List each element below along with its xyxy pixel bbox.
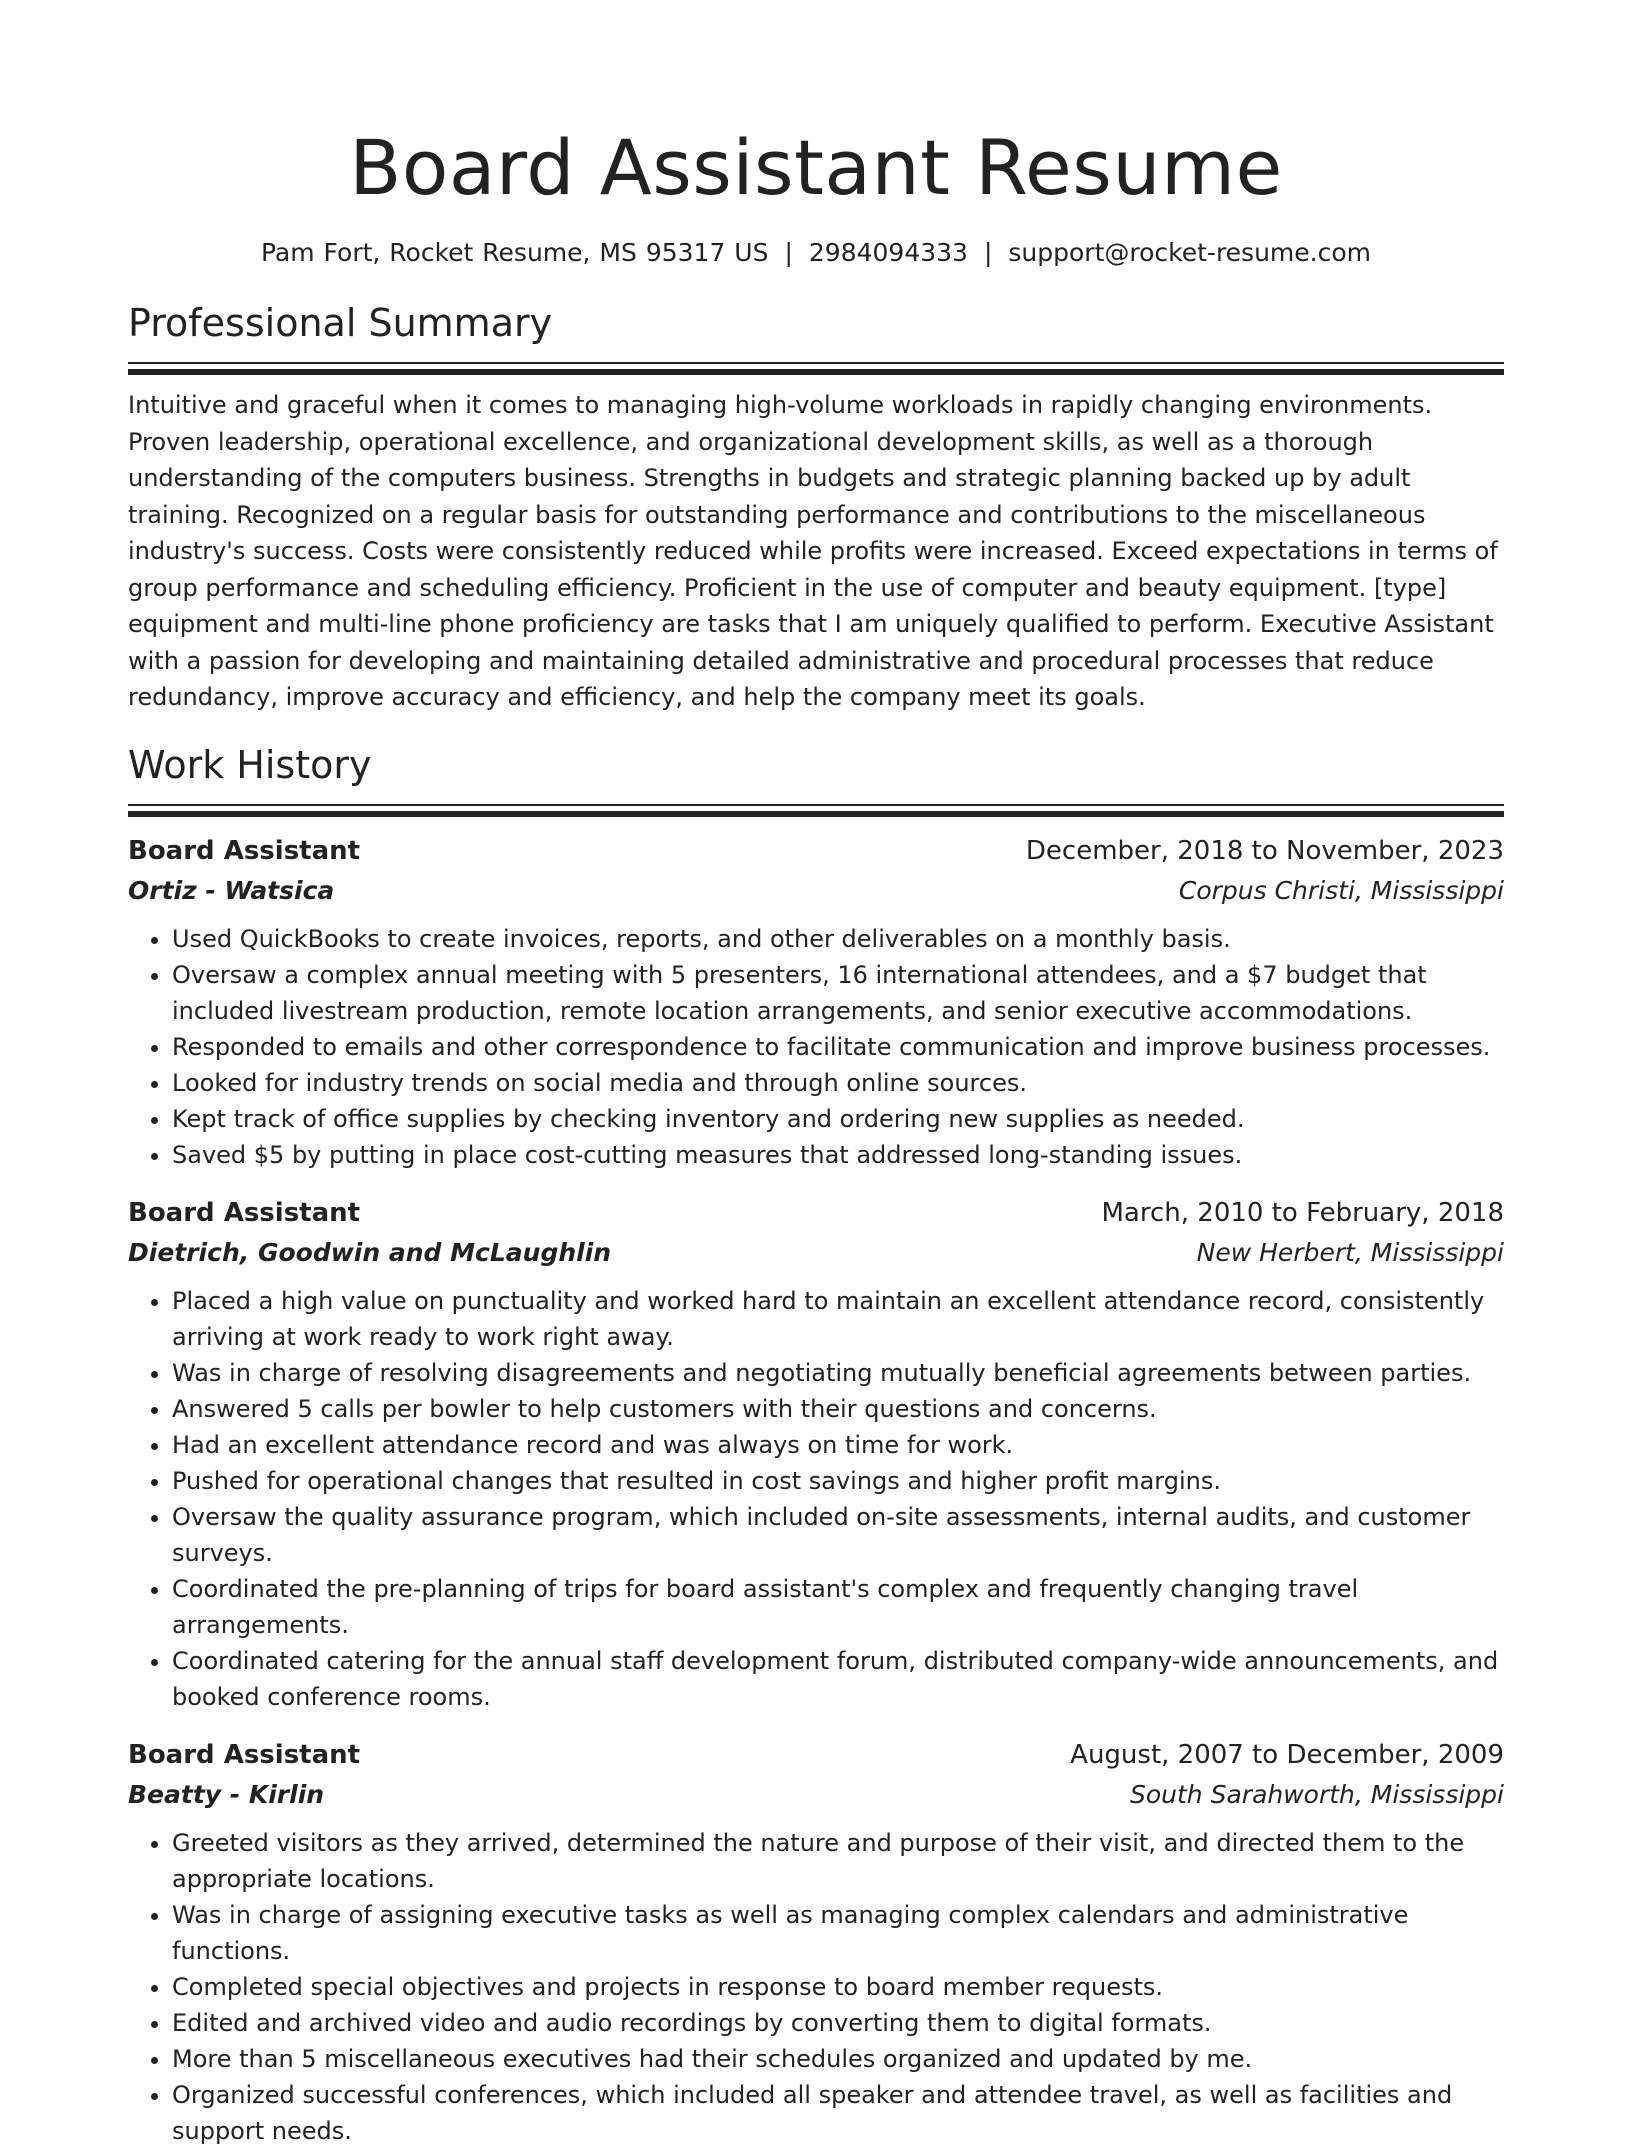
job-subheader <box>128 871 1504 911</box>
summary-text: Intuitive and graceful when it comes to managing high-volume workloads in rapidly changing environments. Proven leadership, operational excellence, and organizational development skills, as well as a thorough understanding of the computers business. Strengths in budgets and strategic planning backed up by adult training. Recognized on a regular basis for outstanding performance and contributions to the miscellaneous industry's success. Costs were consistently reduced while profits were increased. Exceed expectations in terms of group performance and scheduling efficiency. Proficient in the use of computer and beauty equipment. [type] equipment and multi-line phone proficiency are tasks that I am uniquely qualified to perform. Executive Assistant with a passion for developing and maintaining detailed administrative and procedural processes that reduce redundancy, improve accuracy and efficiency, and help the company meet its goals. <box>128 391 1498 711</box>
job-bullets <box>128 921 1504 1173</box>
job-title: Board Assistant <box>128 1197 361 1228</box>
job-bullet: • Coordinated the pre-planning of trips for board assistant's complex and frequently changing travel arrangements. <box>172 1571 1504 1643</box>
job-bullet: • Saved $5 by putting in place cost-cutting measures that addressed long-standing issues. <box>172 1137 1504 1173</box>
job-bullet: • More than 5 miscellaneous executives had their schedules organized and updated by me. <box>172 2041 1504 2077</box>
job-header <box>128 1193 1504 1233</box>
job-bullet: • Organized successful conferences, which included all speaker and attendee travel, as well as facilities and support needs. <box>172 2077 1504 2149</box>
job-bullets <box>128 1825 1504 2149</box>
section-divider <box>128 804 1504 817</box>
job-bullet: • Answered 5 calls per bowler to help customers with their questions and concerns. <box>172 1391 1504 1427</box>
section-divider <box>128 362 1504 375</box>
job-header <box>128 831 1504 871</box>
job-entry <box>128 1735 1504 2149</box>
job-bullet: • Had an excellent attendance record and was always on time for work. <box>172 1427 1504 1463</box>
job-bullet: • Looked for industry trends on social media and through online sources. <box>172 1065 1504 1101</box>
contact-separator: | <box>784 238 793 267</box>
job-location: Corpus Christi, Mississippi <box>1178 875 1504 905</box>
job-bullet: • Coordinated catering for the annual staff development forum, distributed company-wide announcements, and booked conference rooms. <box>172 1643 1504 1715</box>
contact-line <box>128 236 1504 270</box>
job-company: Beatty - Kirlin <box>128 1779 325 1809</box>
job-company: Dietrich, Goodwin and McLaughlin <box>128 1237 612 1267</box>
summary-section <box>128 298 1504 716</box>
section-heading-work-history: Work History <box>128 742 372 787</box>
contact-phone[interactable]: 2984094333 <box>808 238 968 267</box>
job-entry <box>128 1193 1504 1715</box>
job-bullet: • Oversaw the quality assurance program, which included on-site assessments, internal audits, and customer surveys. <box>172 1499 1504 1571</box>
job-bullet: • Kept track of office supplies by checking inventory and ordering new supplies as needed. <box>172 1101 1504 1137</box>
resume-title: Board Assistant Resume <box>349 123 1283 212</box>
job-location: South Sarahworth, Mississippi <box>1130 1779 1504 1809</box>
job-bullet: • Was in charge of resolving disagreements and negotiating mutually beneficial agreements between parties. <box>172 1355 1504 1391</box>
job-bullet: • Oversaw a complex annual meeting with 5 presenters, 16 international attendees, and a $7 budget that included livestream production, remote location arrangements, and senior executive accommodations. <box>172 957 1504 1029</box>
job-subheader <box>128 1775 1504 1815</box>
job-bullet: • Used QuickBooks to create invoices, reports, and other deliverables on a monthly basis. <box>172 921 1504 957</box>
contact-separator: | <box>983 238 993 267</box>
job-entry <box>128 831 1504 1173</box>
contact-email[interactable]: support@rocket-resume.com <box>1008 238 1372 267</box>
job-bullet: • Completed special objectives and projects in response to board member requests. <box>172 1969 1504 2005</box>
job-bullets <box>128 1283 1504 1715</box>
job-bullet: • Greeted visitors as they arrived, determined the nature and purpose of their visit, and directed them to the appropriate locations. <box>172 1825 1504 1897</box>
section-heading-summary: Professional Summary <box>128 301 553 345</box>
job-bullet: • Edited and archived video and audio recordings by converting them to digital formats. <box>172 2005 1504 2041</box>
job-bullet: • Was in charge of assigning executive tasks as well as managing complex calendars and administrative functions. <box>172 1897 1504 1969</box>
resume-content <box>128 118 1504 2149</box>
job-dates: August, 2007 to December, 2009 <box>1070 1739 1504 1770</box>
job-dates: March, 2010 to February, 2018 <box>1101 1197 1504 1228</box>
job-dates: December, 2018 to November, 2023 <box>1025 835 1504 866</box>
job-bullet: • Placed a high value on punctuality and worked hard to maintain an excellent attendance record, consistently arriving at work ready to work right away. <box>172 1283 1504 1355</box>
job-bullet: • Pushed for operational changes that resulted in cost savings and higher profit margins. <box>172 1463 1504 1499</box>
job-title: Board Assistant <box>128 1739 361 1770</box>
job-bullet: • Responded to emails and other correspondence to facilitate communication and improve business processes. <box>172 1029 1504 1065</box>
contact-address: Pam Fort, Rocket Resume, MS 95317 US <box>260 238 769 267</box>
job-title: Board Assistant <box>128 835 361 866</box>
job-company: Ortiz - Watsica <box>128 875 335 905</box>
work-history-section <box>128 740 1504 2149</box>
job-header <box>128 1735 1504 1775</box>
job-location: New Herbert, Mississippi <box>1196 1237 1504 1267</box>
job-subheader <box>128 1233 1504 1273</box>
